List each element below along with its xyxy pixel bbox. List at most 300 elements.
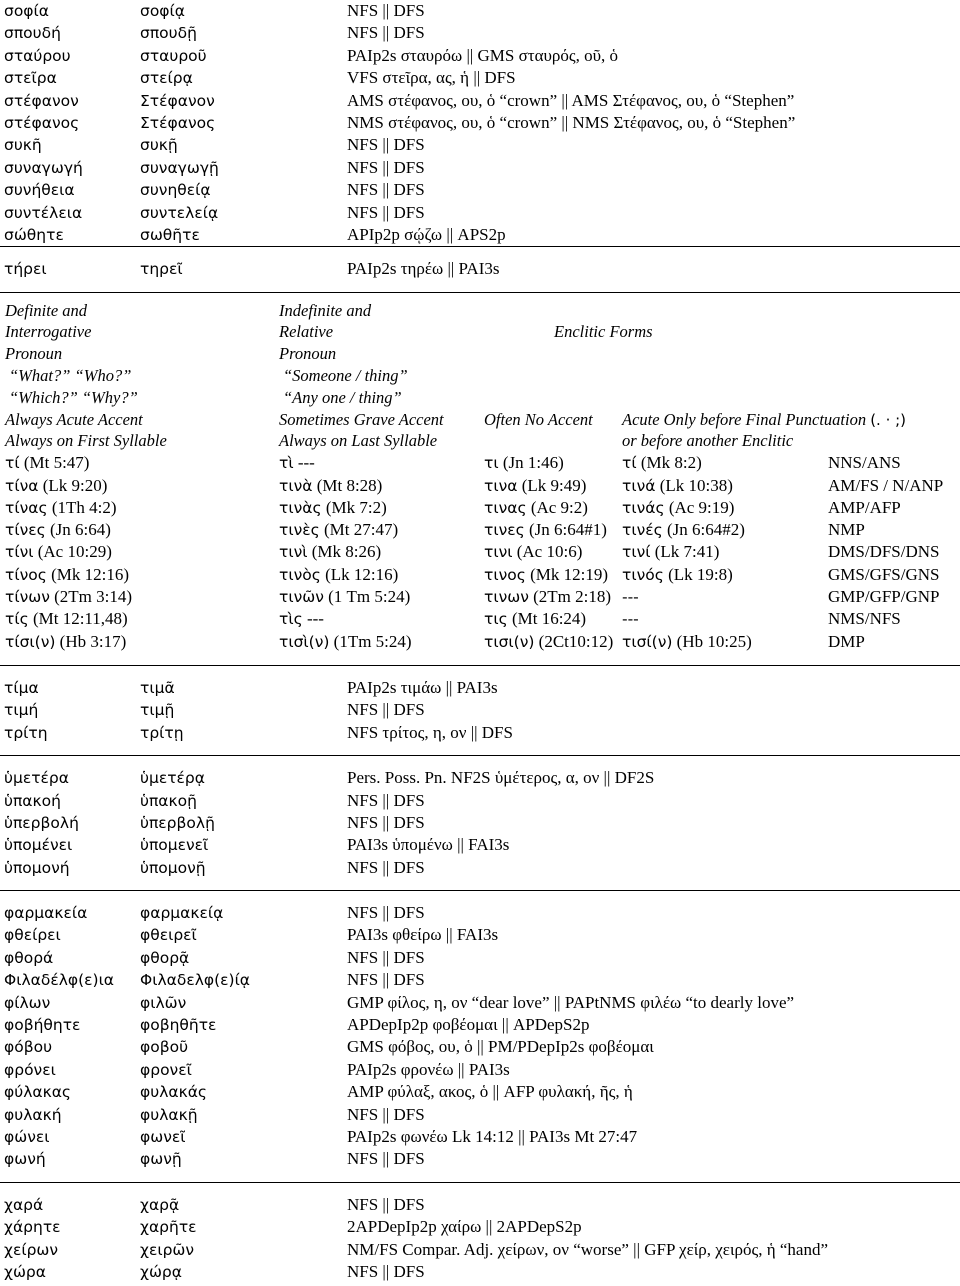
- form-word: συκῆ: [4, 136, 42, 155]
- greek-form: τι: [484, 454, 499, 473]
- form-word: στέφανον: [4, 91, 79, 110]
- scripture-reference: (Hb 3:17): [59, 631, 127, 651]
- parsing: PAIp2s τηρέω || PAI3s: [347, 259, 500, 279]
- parsing-code: GMS/GFS/GNS: [828, 564, 940, 584]
- lexicon-entry: [0, 1239, 960, 1261]
- greek-form: τις: [484, 610, 508, 629]
- parsing: NFS || DFS: [347, 1194, 425, 1214]
- parsing: NFS || DFS: [347, 135, 425, 155]
- scripture-reference: (Ac 10:29): [37, 542, 112, 562]
- greek-form: ---: [622, 610, 639, 629]
- variant-form: σπουδῇ: [140, 24, 197, 43]
- greek-form: τινές: [622, 521, 663, 540]
- lexicon-entry: [0, 790, 960, 812]
- lexicon-entry: [0, 1059, 960, 1081]
- scripture-reference: (Ac 10:6): [516, 542, 583, 562]
- variant-form: ὑπομενεῖ: [140, 836, 209, 855]
- pronoun-cell: [484, 631, 613, 653]
- greek-form: τίς: [5, 610, 29, 629]
- variant-form: φωνεῖ: [140, 1127, 186, 1146]
- lexicon-entry: [0, 0, 960, 22]
- greek-form: τινὸς: [279, 565, 321, 584]
- greek-form: τινας: [484, 498, 527, 517]
- pronoun-cell: [5, 497, 117, 519]
- pronoun-row: [0, 631, 960, 653]
- pronoun-cell: [484, 452, 564, 474]
- variant-form: συκῇ: [140, 136, 178, 155]
- scripture-reference: (Mt 8:28): [316, 475, 383, 495]
- section-divider: [0, 1182, 960, 1183]
- form-word: ὑπομένει: [4, 836, 73, 855]
- lexicon-entry: [0, 112, 960, 134]
- form-word: στεῖρα: [4, 69, 57, 88]
- pronoun-cell: [279, 564, 398, 586]
- lexicon-entry: [0, 857, 960, 879]
- pronoun-cell: [5, 564, 129, 586]
- header-cell: “What?” “Who?”: [9, 366, 132, 386]
- header-cell: Pronoun: [5, 344, 63, 364]
- parsing: PAI3s φθείρω || FAI3s: [347, 925, 499, 945]
- form-word: σπουδή: [4, 24, 61, 43]
- variant-form: φθορᾷ: [140, 948, 190, 967]
- greek-form: τινα: [484, 476, 518, 495]
- greek-form: τινά: [622, 476, 656, 495]
- lexicon-entry: [0, 699, 960, 721]
- variant-form: φαρμακείᾳ: [140, 904, 224, 923]
- form-word: σοφία: [4, 2, 49, 20]
- greek-form: τινός: [622, 565, 664, 584]
- variant-form: φωνῇ: [140, 1150, 182, 1169]
- variant-form: φοβηθῆτε: [140, 1016, 217, 1035]
- variant-form: φυλακῇ: [140, 1105, 198, 1124]
- variant-form: συντελείᾳ: [140, 203, 219, 222]
- greek-form: τινος: [484, 565, 526, 584]
- greek-form: τὶς: [279, 610, 303, 629]
- variant-form: χειρῶν: [140, 1240, 195, 1259]
- pronoun-cell: [484, 541, 582, 563]
- greek-form: ---: [622, 588, 639, 607]
- parsing: PAI3s ὑπομένω || FAI3s: [347, 835, 510, 855]
- pronoun-cell: [484, 586, 611, 608]
- pronoun-cell: [484, 519, 607, 541]
- variant-form: σωθῆτε: [140, 225, 200, 244]
- pronoun-cell: [279, 452, 315, 474]
- parsing: NFS || DFS: [347, 180, 425, 200]
- scripture-reference: (Lk 19:8): [668, 564, 733, 584]
- scripture-reference: (Lk 9:49): [521, 475, 587, 495]
- header-cell: Always on First Syllable: [5, 431, 167, 451]
- form-word: τιμή: [4, 701, 39, 720]
- parsing: PAIp2s τιμάω || PAI3s: [347, 677, 498, 697]
- lexicon-entry: [0, 224, 960, 246]
- pronoun-cell: [279, 586, 410, 608]
- parsing: APDepIp2p φοβέομαι || APDepS2p: [347, 1015, 590, 1035]
- greek-form: τί: [622, 454, 637, 473]
- greek-form: τινὶ: [279, 543, 308, 562]
- parsing: GMP φίλος, η, ον “dear love” || PAPtNMS φιλέω “to dearly love”: [347, 992, 795, 1012]
- greek-form: τισί(ν): [622, 632, 673, 651]
- form-word: χάρητε: [4, 1218, 61, 1237]
- pronoun-row: [0, 608, 960, 630]
- parsing-code: NNS/ANS: [828, 453, 901, 473]
- pronoun-cell: [622, 586, 639, 608]
- pronoun-header-row: [0, 365, 960, 387]
- variant-form: ὑπομονῇ: [140, 858, 206, 877]
- header-cell: Interrogative: [5, 322, 92, 342]
- parsing: NFS || DFS: [347, 23, 425, 43]
- greek-form: τινὰς: [279, 498, 322, 517]
- scripture-reference: (2Tm 2:18): [533, 587, 612, 607]
- variant-form: Φιλαδελφ(ε)ίᾳ: [140, 971, 251, 990]
- lexicon-entry: [0, 202, 960, 224]
- pronoun-row: [0, 541, 960, 563]
- pronoun-cell: [484, 497, 588, 519]
- pronoun-cell: [5, 631, 126, 653]
- spacer: [0, 891, 960, 902]
- lexicon-entry: [0, 992, 960, 1014]
- form-word: στέφανος: [4, 113, 80, 132]
- form-word: φθείρει: [4, 926, 61, 945]
- form-word: συναγωγή: [4, 158, 83, 177]
- parsing: NFS || DFS: [347, 700, 425, 720]
- lexicon-block-sigma: [0, 0, 960, 246]
- form-word: τίμα: [4, 678, 39, 697]
- variant-form: σοφίᾳ: [140, 2, 185, 20]
- pronoun-cell: [5, 475, 107, 497]
- lexicon-entry: [0, 902, 960, 924]
- greek-form: τινὰ: [279, 476, 313, 495]
- form-word: φρόνει: [4, 1060, 56, 1079]
- scripture-reference: (Hb 10:25): [676, 631, 752, 651]
- header-cell: Pronoun: [279, 344, 337, 364]
- variant-form: φοβοῦ: [140, 1038, 189, 1057]
- parsing: NFS || DFS: [347, 903, 425, 923]
- pronoun-header-row: [0, 430, 960, 452]
- scripture-reference: (Mt 5:47): [23, 453, 90, 473]
- pronoun-cell: [484, 564, 608, 586]
- header-cell: Enclitic Forms: [554, 322, 653, 342]
- section-divider: [0, 292, 960, 293]
- form-word: φθορά: [4, 948, 54, 967]
- scripture-reference: (Mt 16:24): [511, 609, 587, 629]
- spacer: [0, 1183, 960, 1194]
- form-word: φώνει: [4, 1127, 50, 1146]
- form-word: τρίτη: [4, 723, 48, 742]
- variant-form: φιλῶν: [140, 993, 187, 1012]
- pronoun-header-row: [0, 409, 960, 431]
- greek-form: τί: [5, 454, 20, 473]
- lexicon-entry: [0, 677, 960, 699]
- parsing: NFS || DFS: [347, 812, 425, 832]
- parsing: NFS || DFS: [347, 947, 425, 967]
- parsing-code: DMS/DFS/DNS: [828, 542, 940, 562]
- pronoun-cell: [279, 497, 387, 519]
- form-word: φόβου: [4, 1038, 53, 1057]
- spacer: [0, 247, 960, 258]
- lexicon-block-tau: [0, 258, 960, 280]
- lexicon-entry: [0, 179, 960, 201]
- section-divider: [0, 755, 960, 756]
- parsing: NFS || DFS: [347, 1149, 425, 1169]
- parsing: NFS || DFS: [347, 790, 425, 810]
- spacer: [0, 293, 960, 300]
- spacer: [0, 756, 960, 767]
- scripture-reference: (Lk 9:20): [42, 475, 108, 495]
- spacer: [0, 666, 960, 677]
- greek-form: τινάς: [622, 498, 665, 517]
- scripture-reference: ---: [297, 453, 315, 473]
- lexicon-entry: [0, 1261, 960, 1283]
- greek-form: τίνων: [5, 588, 50, 607]
- scripture-reference: (Lk 12:16): [325, 564, 399, 584]
- pronoun-row: [0, 519, 960, 541]
- scripture-reference: (1Th 4:2): [51, 497, 117, 517]
- form-word: Φιλαδέλφ(ε)ια: [4, 971, 115, 990]
- form-word: φαρμακεία: [4, 904, 88, 923]
- lexicon-entry: [0, 812, 960, 834]
- lexicon-entry: [0, 45, 960, 67]
- scripture-reference: (Lk 10:38): [659, 475, 733, 495]
- lexicon-entry: [0, 90, 960, 112]
- form-word: ὑπομονή: [4, 858, 70, 877]
- variant-form: στείρᾳ: [140, 69, 193, 88]
- scripture-reference: (Mk 8:26): [311, 542, 382, 562]
- form-word: ὑπερβολή: [4, 813, 79, 832]
- variant-form: σταυροῦ: [140, 46, 207, 65]
- variant-form: ὑπακοῇ: [140, 791, 197, 810]
- pronoun-rows: [0, 452, 960, 653]
- header-cell: “Any one / thing”: [283, 387, 402, 407]
- lexicon-entry: [0, 67, 960, 89]
- form-word: συνήθεια: [4, 181, 75, 200]
- pronoun-row: [0, 586, 960, 608]
- lexicon-entry: [0, 1036, 960, 1058]
- header-cell: Definite and: [5, 300, 88, 320]
- greek-form: τὶ: [279, 454, 294, 473]
- lexicon-block-upsilon: [0, 767, 960, 879]
- parsing: NFS || DFS: [347, 202, 425, 222]
- parsing: NM/FS Compar. Adj. χείρων, ον “worse” || GFP χείρ, χειρός, ἡ “hand”: [347, 1239, 829, 1259]
- parsing: NFS || DFS: [347, 1261, 425, 1281]
- form-word: φύλακας: [4, 1083, 72, 1102]
- variant-form: χαρᾷ: [140, 1195, 180, 1214]
- lexicon-block-tau-2: [0, 677, 960, 744]
- parsing: PAIp2s φρονέω || PAI3s: [347, 1059, 510, 1079]
- lexicon-entry: [0, 1194, 960, 1216]
- pronoun-row: [0, 475, 960, 497]
- variant-form: συνηθείᾳ: [140, 181, 211, 200]
- greek-form: τινες: [484, 521, 525, 540]
- pronoun-cell: [484, 608, 586, 630]
- variant-form: Στέφανον: [140, 91, 215, 110]
- parsing: NFS τρίτος, η, ον || DFS: [347, 722, 513, 742]
- header-cell: Indefinite and: [279, 300, 372, 320]
- parsing: PAIp2s σταυρόω || GMS σταυρός, οῦ, ὁ: [347, 45, 619, 65]
- scripture-reference: (Jn 6:64#1): [528, 520, 607, 540]
- form-word: φίλων: [4, 993, 51, 1012]
- parsing-code: NMP: [828, 520, 865, 540]
- pronoun-cell: [279, 541, 381, 563]
- lexicon-entry: [0, 1104, 960, 1126]
- pronoun-cell: [5, 519, 111, 541]
- lexicon-entry: [0, 969, 960, 991]
- pronoun-cell: [622, 564, 733, 586]
- parsing: VFS στεῖρα, ας, ἡ || DFS: [347, 68, 516, 88]
- scripture-reference: (1Tm 5:24): [333, 631, 412, 651]
- lexicon-entry: [0, 258, 960, 280]
- scripture-reference: (Mt 27:47): [323, 520, 399, 540]
- variant-form: συναγωγῇ: [140, 158, 219, 177]
- greek-form: τινί: [622, 543, 651, 562]
- pronoun-cell: [622, 475, 733, 497]
- form-word: σώθητε: [4, 225, 64, 244]
- scripture-reference: (Mk 8:2): [640, 453, 702, 473]
- pronoun-cell: [279, 631, 412, 653]
- pronoun-row: [0, 564, 960, 586]
- variant-form: φρονεῖ: [140, 1060, 192, 1079]
- form-word: ὑπακοή: [4, 791, 61, 810]
- greek-form: τινὲς: [279, 521, 320, 540]
- parsing: 2APDepIp2p χαίρω || 2APDepS2p: [347, 1217, 582, 1237]
- scripture-reference: (Jn 6:64#2): [666, 520, 745, 540]
- pronoun-cell: [622, 631, 752, 653]
- form-word: τήρει: [4, 260, 47, 279]
- variant-form: φθειρεῖ: [140, 926, 197, 945]
- section-divider: [0, 890, 960, 891]
- section-divider: [0, 665, 960, 666]
- greek-form: τίνι: [5, 543, 34, 562]
- parsing: AMS στέφανος, ου, ὁ “crown” || AMS Στέφανος, ου, ὁ “Stephen”: [347, 90, 795, 110]
- variant-form: χώρᾳ: [140, 1262, 182, 1281]
- variant-form: τιμᾶ: [140, 678, 175, 697]
- form-word: φοβήθητε: [4, 1016, 81, 1035]
- variant-form: φυλακάς: [140, 1083, 208, 1102]
- pronoun-cell: [5, 452, 89, 474]
- scripture-reference: (2Ct10:12): [538, 631, 614, 651]
- scripture-reference: (Mt 12:11,48): [32, 609, 128, 629]
- greek-form: τινῶν: [279, 588, 324, 607]
- scripture-reference: (Ac 9:2): [530, 497, 588, 517]
- lexicon-entry: [0, 947, 960, 969]
- greek-form: τίνος: [5, 565, 47, 584]
- form-word: χώρα: [4, 1262, 46, 1281]
- greek-form: τίνες: [5, 521, 46, 540]
- greek-form: τίνα: [5, 476, 39, 495]
- lexicon-entry: [0, 134, 960, 156]
- pronoun-cell: [622, 541, 719, 563]
- lexicon-entry: [0, 924, 960, 946]
- form-word: χαρά: [4, 1195, 44, 1214]
- pronoun-cell: [5, 608, 128, 630]
- form-word: συντέλεια: [4, 203, 83, 222]
- section-divider: [0, 246, 960, 247]
- header-cell: “Which?” “Why?”: [9, 387, 138, 407]
- lexicon-entry: [0, 1216, 960, 1238]
- parsing: NFS || DFS: [347, 1104, 425, 1124]
- lexicon-entry: [0, 157, 960, 179]
- pronoun-cell: [622, 497, 734, 519]
- form-word: σταύρου: [4, 46, 71, 65]
- lexicon-block-chi: [0, 1194, 960, 1284]
- scripture-reference: (Mk 12:16): [51, 564, 129, 584]
- parsing-code: DMP: [828, 631, 865, 651]
- pronoun-cell: [279, 519, 398, 541]
- greek-form: τινων: [484, 588, 529, 607]
- scripture-reference: (Ac 9:19): [668, 497, 735, 517]
- variant-form: τηρεῖ: [140, 260, 183, 279]
- lexicon-entry: [0, 834, 960, 856]
- pronoun-header-row: [0, 321, 960, 343]
- lexicon-entry: [0, 1148, 960, 1170]
- pronoun-cell: [279, 475, 382, 497]
- lexicon-block-phi: [0, 902, 960, 1171]
- parsing-code: AM/FS / N/ANP: [828, 475, 944, 495]
- variant-form: Στέφανος: [140, 113, 216, 132]
- parsing-code: AMP/AFP: [828, 497, 901, 517]
- form-word: χείρων: [4, 1240, 59, 1259]
- parsing-code: GMP/GFP/GNP: [828, 587, 940, 607]
- scripture-reference: (Lk 7:41): [654, 542, 720, 562]
- header-cell: “Someone / thing”: [283, 366, 408, 386]
- greek-form: τισὶ(ν): [279, 632, 330, 651]
- header-cell: or before another Enclitic: [622, 431, 794, 451]
- pronoun-cell: [5, 541, 112, 563]
- pronoun-table: [0, 300, 960, 653]
- pronoun-header-row: [0, 300, 960, 322]
- parsing: APIp2p σῴζω || APS2p: [347, 224, 506, 244]
- header-cell: Relative: [279, 322, 334, 342]
- pronoun-cell: [622, 452, 702, 474]
- scripture-reference: (Mk 12:19): [530, 564, 608, 584]
- lexicon-entry: [0, 1081, 960, 1103]
- parsing: AMP φύλαξ, ακος, ὁ || AFP φυλακή, ῆς, ἡ: [347, 1082, 633, 1102]
- pronoun-row: [0, 452, 960, 474]
- variant-form: χαρῆτε: [140, 1218, 197, 1237]
- header-cell: Sometimes Grave Accent: [279, 409, 444, 429]
- header-cell: [622, 409, 906, 432]
- parsing-code: NMS/NFS: [828, 609, 901, 629]
- scripture-reference: (1 Tm 5:24): [328, 587, 411, 607]
- lexicon-entry: [0, 767, 960, 789]
- scripture-reference: (Mk 7:2): [325, 497, 387, 517]
- greek-form: τινι: [484, 543, 513, 562]
- greek-form: τίσι(ν): [5, 632, 56, 651]
- header-text: Acute Only before Final Punctuation: [622, 409, 867, 429]
- header-cell: Always on Last Syllable: [279, 431, 438, 451]
- parsing: Pers. Poss. Pn. NF2S ὑμέτερος, α, ον || DF2S: [347, 768, 655, 788]
- scripture-reference: (Jn 1:46): [502, 453, 564, 473]
- pronoun-cell: [622, 519, 745, 541]
- pronoun-row: [0, 497, 960, 519]
- pronoun-cell: [484, 475, 586, 497]
- variant-form: τιμῇ: [140, 701, 175, 720]
- parsing: NMS στέφανος, ου, ὁ “crown” || NMS Στέφανος, ου, ὁ “Stephen”: [347, 112, 796, 132]
- pronoun-cell: [622, 608, 639, 630]
- parsing: NFS || DFS: [347, 1, 425, 20]
- lexicon-entry: [0, 1014, 960, 1036]
- punctuation-marks: (. · ;): [870, 410, 907, 429]
- variant-form: ὑπερβολῇ: [140, 813, 215, 832]
- parsing: GMS φόβος, ου, ὁ || PM/PDepIp2s φοβέομαι: [347, 1037, 654, 1057]
- scripture-reference: (2Tm 3:14): [54, 587, 133, 607]
- greek-form: τισι(ν): [484, 632, 535, 651]
- scripture-reference: ---: [306, 609, 324, 629]
- parsing: NFS || DFS: [347, 157, 425, 177]
- parsing: NFS || DFS: [347, 970, 425, 990]
- pronoun-cell: [5, 586, 132, 608]
- variant-form: τρίτῃ: [140, 723, 184, 742]
- scripture-reference: (Jn 6:64): [49, 520, 111, 540]
